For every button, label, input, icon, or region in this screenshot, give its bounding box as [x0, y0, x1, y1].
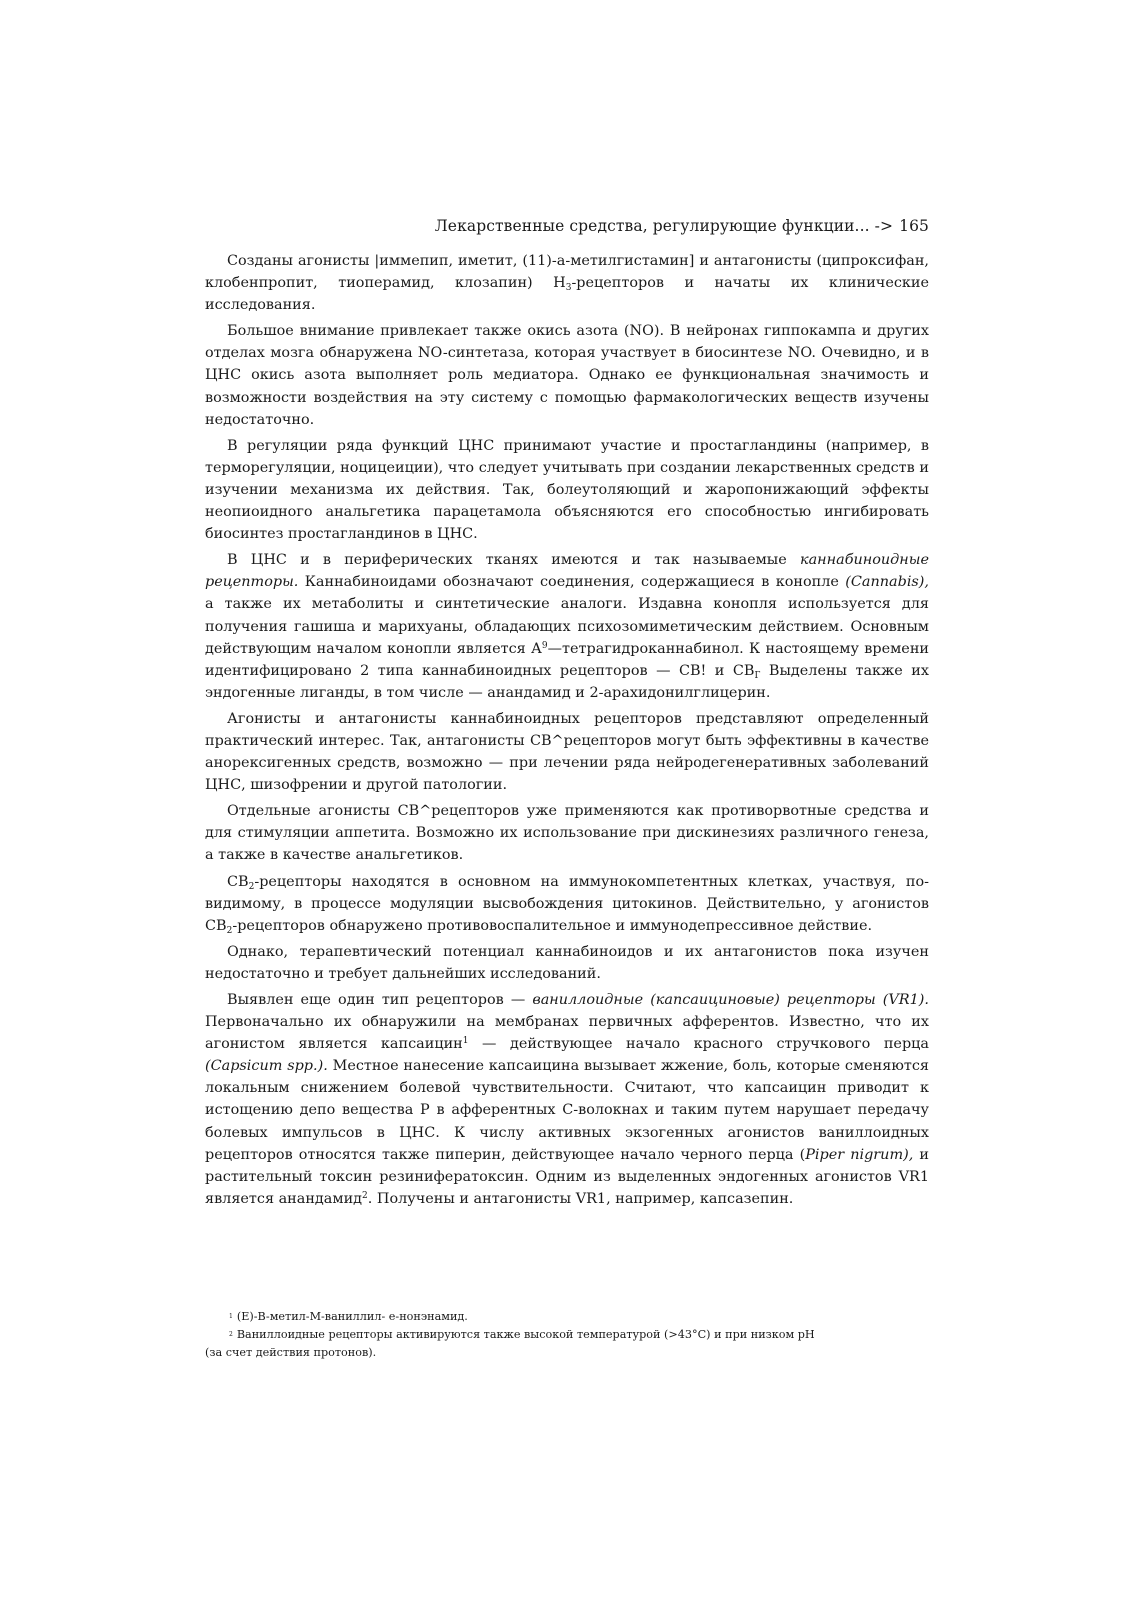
text-run: Местное нанесение капсаицина вызывает жжение, боль, которые сменяются локальным снижением болевой чувствительности. Считают, что капсаицин приводит к истощению депо вещества Р в афферентных С-волокнах и таким путем нарушает передачу болевых импульсов в ЦНС. К числу активных экзогенных агонистов ваниллоидных рецепторов относятся также пиперин, действующее начало черного перца ( — [205, 1058, 929, 1163]
running-head-title: Лекарственные средства, регулирующие функции... -> — [434, 217, 894, 235]
paragraph-4 — [205, 549, 929, 704]
paragraph-3: В регуляции ряда функций ЦНС принимают участие и простагландины (например, в терморегуляции, ноцицеиции), что следует учитывать при создании лекарственных средств и изучении механизма их действия. Так, болеутоляющий и жаропонижающий эффекты неопиоидного анальгетика парацетамола объясняются его способностью ингибировать биосинтез простагландинов в ЦНС. — [205, 437, 929, 543]
text-run: Выделены также их эндогенные лиганды, в том числе — анандамид и 2-арахидонилглицерин. — [205, 662, 929, 701]
italic-term: Piper nigrum), — [805, 1146, 914, 1163]
italic-term: каннабиноидные рецепторы. — [205, 552, 929, 591]
footnote-text: (E)-B-метил-M-ваниллил- е-нонэнамид. — [236, 1310, 468, 1323]
paragraph-2: Большое внимание привлекает также окись азота (NO). В нейронах гиппокампа и других отделах мозга обнаружена NO-синтетаза, которая участвует в биосинтезе NO. Очевидно, и в ЦНС окись азота выполняет роль медиатора. Однако ее функциональная значимость и возможности воздействия на эту систему с помощью фармакологических веществ изучены недостаточно. — [205, 323, 929, 428]
page-number: 165 — [899, 217, 929, 235]
paragraph-8: Однако, терапевтический потенциал каннабиноидов и их антагонистов пока изучен недостаточно и требует дальнейших исследований. — [205, 943, 929, 982]
footnote-mark: 1 — [229, 1313, 233, 1320]
paragraph-7 — [205, 871, 929, 937]
subscript: Г — [754, 670, 761, 681]
text-run: В ЦНС и в периферических тканях имеются и так называемые — [227, 552, 800, 569]
text-run: Первоначально их обнаружили на мембранах первичных афферентов. Известно, что их агонистом является капсаицин — [205, 1014, 929, 1053]
subscript: 2 — [226, 925, 233, 936]
footnote-text: Ваниллоидные рецепторы активируются также высокой температурой (>43°С) и при низком рН — [236, 1328, 815, 1341]
subscript: 2 — [248, 881, 255, 892]
footnote-ref: 1 — [462, 1036, 469, 1047]
paragraph-1 — [205, 250, 929, 316]
text-run: а также их метаболиты и синтетические аналоги. Издавна конопля используется для получения гашиша и марихуаны, обладающих психозомиметическим действием. Основным действующим началом конопли является А — [205, 596, 929, 657]
paragraph-5: Агонисты и антагонисты каннабиноидных рецепторов представляют определенный практический интерес. Так, антагонисты СВ^рецепторов могут быть эффективны в качестве анорексигенных средств, возможно — при лечении ряда нейродегенеративных заболеваний ЦНС, шизофрении и другой патологии. — [205, 710, 929, 794]
text-run: Каннабиноидами обозначают соединения, содержащиеся в конопле — [298, 574, 846, 591]
footnote-mark: 2 — [229, 1331, 233, 1338]
text-run: СВ — [227, 873, 249, 890]
superscript: 9 — [541, 640, 548, 651]
text-run: и растительный токсин резинифератоксин. Одним из выделенных эндогенных агонистов VR1 является анандамид — [205, 1146, 929, 1207]
text-run: Выявлен еще один тип рецепторов — — [227, 992, 533, 1008]
text-run: . Получены и антагонисты VR1, например, капсазепин. — [367, 1190, 794, 1207]
footnote-1 — [205, 1308, 929, 1326]
text-run: -рецепторов и начаты их клинические исследования. — [205, 275, 929, 314]
footnote-2 — [205, 1326, 929, 1344]
body-text — [205, 250, 929, 1210]
footnote-2-continued: (за счет действия протонов). — [205, 1346, 377, 1359]
subscript: 3 — [565, 283, 572, 294]
paragraph-6: Отдельные агонисты СВ^рецепторов уже применяются как противорвотные средства и для стимуляции аппетита. Возможно их использование при дискинезиях различного генеза, а также в качестве анальгетиков. — [205, 803, 929, 864]
italic-term: (Cannabis), — [845, 574, 929, 591]
italic-term: ваниллоидные (капсаициновые) рецепторы (VR1). — [532, 992, 929, 1008]
text-run: — действующее начало красного стручкового перца — [468, 1036, 929, 1053]
running-head — [205, 216, 929, 236]
text-run: —тетрагидроканнабинол. К настоящему времени идентифицировано 2 типа каннабиноидных рецепторов — СВ! и СВ — [205, 640, 929, 679]
text-run: -рецепторы находятся в основном на иммунокомпетентных клетках, участвуя, по-видимому, в процессе модуляции высвобождения цитокинов. Действительно, у агонистов СВ — [205, 873, 929, 934]
paragraph-9 — [205, 989, 929, 1210]
footnote-ref: 2 — [362, 1190, 368, 1201]
page-content — [205, 216, 929, 1214]
text-run: -рецепторов обнаружено противовоспалительное и иммунодепрессивное действие. — [232, 917, 873, 934]
footnotes — [205, 1308, 929, 1362]
italic-term: (Capsicum spp.). — [205, 1058, 328, 1075]
text-run: Созданы агонисты |иммепип, иметит, (11)-а-метилгистамин] и антагонисты (ципроксифан, клобенпропит, тиоперамид, клозапин) Н — [205, 253, 929, 292]
